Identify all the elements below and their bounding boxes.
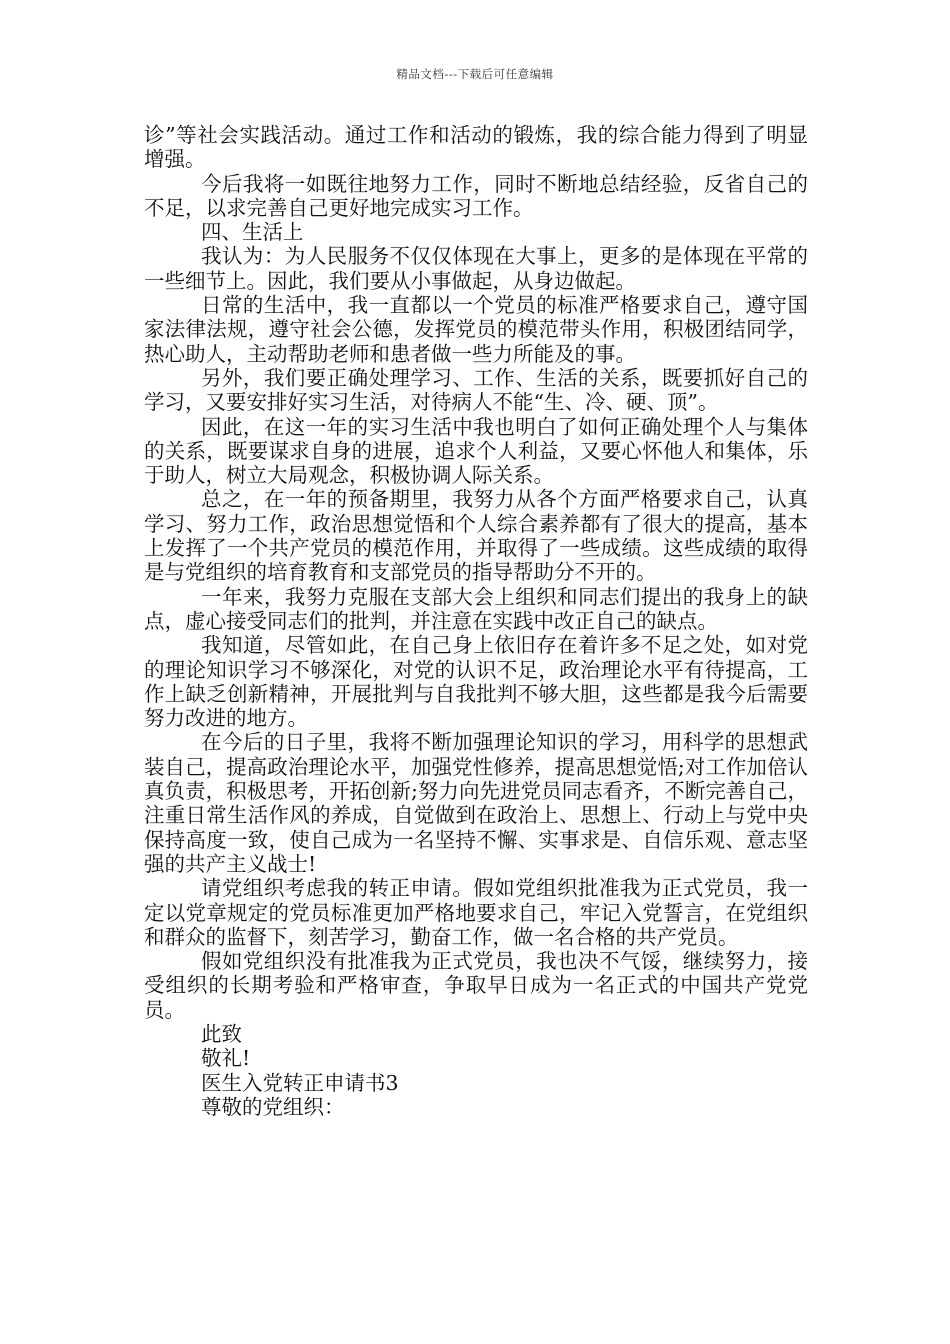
closing-salutation: 此致 [201,1021,242,1046]
paragraph: 一年来，我努力克服在支部大会上组织和同志们提出的我身上的缺点，虚心接受同志们的批判，并注意在实践中改正自己的缺点。 [144,584,808,633]
paragraph: 假如党组织没有批准我为正式党员，我也决不气馁，继续努力，接受组织的长期考验和严格审查，争取早日成为一名正式的中国共产党党员。 [144,949,808,1022]
paragraph: 总之，在一年的预备期里，我努力从各个方面严格要求自己，认真学习、努力工作，政治思想觉悟和个人综合素养都有了很大的提高，基本上发挥了一个共产党员的模范作用，并取得了一些成绩。这些成绩的取得是与党组织的培育教育和支部党员的指导帮助分不开的。 [144,487,808,585]
greeting: 尊敬的党组织： [201,1094,345,1119]
paragraph: 请党组织考虑我的转正申请。假如党组织批准我为正式党员，我一定以党章规定的党员标准更加严格地要求自己，牢记入党誓言，在党组织和群众的监督下，刻苦学习，勤奋工作，做一名合格的共产党员。 [144,876,808,949]
paragraph: 日常的生活中，我一直都以一个党员的标准严格要求自己，遵守国家法律法规，遵守社会公德，发挥党员的模范带头作用，积极团结同学，热心助人，主动帮助老师和患者做一些力所能及的事。 [144,293,808,366]
paragraph: 因此，在这一年的实习生活中我也明白了如何正确处理个人与集体的关系，既要谋求自身的进展，追求个人利益，又要心怀他人和集体，乐于助人，树立大局观念，积极协调人际关系。 [144,414,808,488]
paragraph: 我知道，尽管如此，在自己身上依旧存在着许多不足之处，如对党的理论知识学习不够深化，对党的认识不足，政治理论水平有待提高，工作上缺乏创新精神，开展批判与自我批判不够大胆，这些都是我今后需要努力改进的地方。 [144,633,808,731]
page-header: 精品文档---下载后可任意编辑 [396,67,554,81]
closing-regards: 敬礼! [201,1046,251,1071]
paragraph: 诊”等社会实践活动。通过工作和活动的锻炼，我的综合能力得到了明显增强。 [144,123,808,172]
paragraph: 另外，我们要正确处理学习、工作、生活的关系，既要抓好自己的学习，又要安排好实习生活，对待病人不能“生、冷、硬、顶”。 [144,365,808,415]
document-body [144,123,808,1119]
section-heading: 四、生活上 [201,220,304,245]
paragraph: 我认为：为人民服务不仅仅体现在大事上，更多的是体现在平常的一些细节上。因此，我们要从小事做起，从身边做起。 [144,244,808,293]
paragraph: 今后我将一如既往地努力工作，同时不断地总结经验，反省自己的不足，以求完善自己更好地完成实习工作。 [144,171,808,220]
document-title: 医生入党转正申请书3 [201,1070,399,1095]
paragraph: 在今后的日子里，我将不断加强理论知识的学习，用科学的思想武装自己，提高政治理论水平，加强党性修养，提高思想觉悟;对工作加倍认真负责，积极思考，开拓创新;努力向先进党员同志看齐，不断完善自己，注重日常生活作风的养成，自觉做到在政治上、思想上、行动上与党中央保持高度一致，使自己成为一名坚持不懈、实事求是、自信乐观、意志坚强的共产主义战士! [144,730,808,876]
